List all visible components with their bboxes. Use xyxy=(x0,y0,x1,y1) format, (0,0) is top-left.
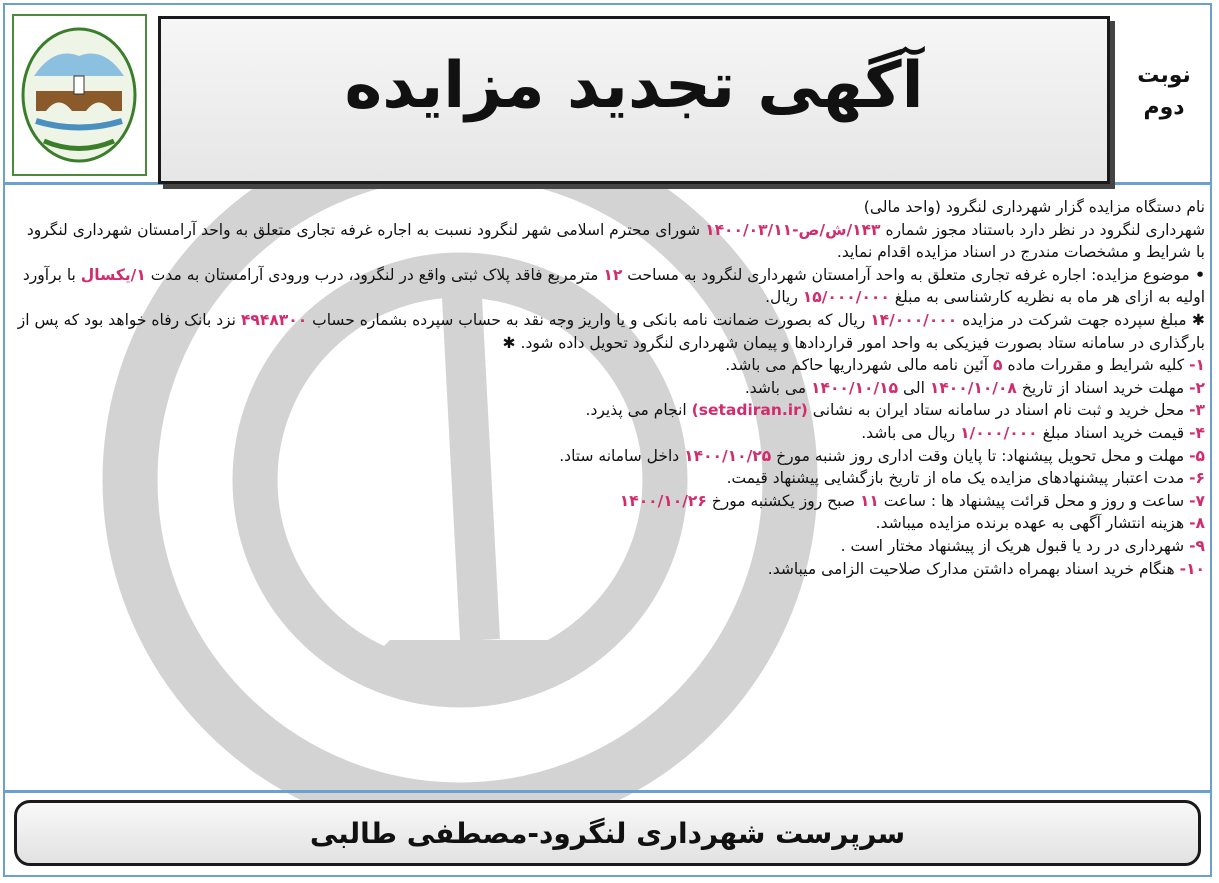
deposit-paragraph: ✱ مبلغ سپرده جهت شرکت در مزایده ۱۴/۰۰۰/۰۰۰ ریال که بصورت ضمانت نامه بانکی و یا واریز وجه نقد به حساب سپرده بشماره حساب ۴۹۴۸۳۰۰ نزد بانک رفاه خواهد بود که پس از بارگذاری در سامانه ستاد بصورت فیزیکی به واحد امور قراردادها و پیمان شهرداری لنگرود تحویل داده شود. ✱ xyxy=(17,310,1205,352)
item-number: ۳- xyxy=(1189,401,1205,420)
item-number: ۲- xyxy=(1189,378,1205,397)
list-item xyxy=(15,445,1205,468)
item-text: مهلت و محل تحویل پیشنهاد: تا پایان وقت اداری روز شنبه مورخ xyxy=(776,446,1185,465)
deadline-date: ۱۴۰۰/۱۰/۲۵ xyxy=(684,446,772,465)
page-title: آگهی تجدید مزایده xyxy=(344,49,924,123)
organizer-line: نام دستگاه مزایده گزار شهرداری لنگرود (واحد مالی) xyxy=(863,198,1205,216)
area-value: ۱۲ xyxy=(603,265,623,284)
opening-hour: ۱۱ xyxy=(859,491,879,510)
item-number: ۷- xyxy=(1189,491,1205,510)
item-number: ۴- xyxy=(1189,423,1205,442)
item-text: ریال می باشد. xyxy=(861,423,956,442)
rial-unit: ریال. xyxy=(765,288,798,307)
signature: سرپرست شهرداری لنگرود-مصطفی طالبی xyxy=(309,817,906,850)
date-from: ۱۴۰۰/۱۰/۰۸ xyxy=(929,378,1017,397)
list-item xyxy=(15,422,1205,445)
subject-text-c: با برآورد اولیه به ازای هر ماه به نظریه کارشناسی به مبلغ xyxy=(22,265,1205,307)
list-item xyxy=(15,354,1205,377)
item-text: هزینه انتشار آگهی به عهده برنده مزایده میباشد. xyxy=(875,514,1185,533)
item-text: هنگام خرید اسناد بهمراه داشتن مدارک صلاحیت الزامی میباشد. xyxy=(767,559,1175,578)
intro-text-a: شهرداری لنگرود در نظر دارد باستناد مجوز شماره xyxy=(885,220,1205,239)
intro-paragraph xyxy=(15,219,1205,264)
footer-divider xyxy=(3,790,1212,793)
item-text: الی xyxy=(902,378,925,397)
item-text: شهرداری در رد یا قبول هریک از پیشنهاد مختار است . xyxy=(840,536,1185,555)
article-number: ۵ xyxy=(993,356,1003,375)
title-banner xyxy=(158,16,1110,184)
item-text: صبح روز یکشنبه مورخ xyxy=(711,491,855,510)
publication-round xyxy=(1120,60,1208,124)
round-line-1: نوبت xyxy=(1137,63,1191,88)
subject-text-b: مترمربع فاقد پلاک ثبتی واقع در لنگرود، درب ورودی آرامستان به مدت xyxy=(150,265,599,284)
list-item xyxy=(15,512,1205,535)
item-number: ۶- xyxy=(1189,469,1205,488)
opening-date: ۱۴۰۰/۱۰/۲۶ xyxy=(619,491,707,510)
intro-text-c: اسناد مزایده اقدام نماید. xyxy=(836,243,997,262)
item-text: آئین نامه مالی شهرداریها حاکم می باشد. xyxy=(725,356,989,375)
item-text: انجام می پذیرد. xyxy=(585,401,687,420)
document-price: ۱/۰۰۰/۰۰۰ xyxy=(960,423,1038,442)
municipality-logo xyxy=(12,14,147,176)
item-number: ۹- xyxy=(1189,536,1205,555)
item-number: ۸- xyxy=(1189,514,1205,533)
list-item xyxy=(15,399,1205,422)
round-line-2: دوم xyxy=(1143,95,1185,120)
subject-text-a: موضوع مزایده: اجاره غرفه تجاری متعلق به واحد آرامستان شهرداری لنگرود به مساحت xyxy=(627,265,1190,284)
monthly-amount: ۱۵/۰۰۰/۰۰۰ xyxy=(802,288,890,307)
item-text: مدت اعتبار پیشنهادهای مزایده یک ماه از تاریخ بازگشایی پیشنهاد قیمت. xyxy=(726,469,1185,488)
item-text: می باشد. xyxy=(744,378,807,397)
subject-paragraph: • موضوع مزایده: اجاره غرفه تجاری متعلق به واحد آرامستان شهرداری لنگرود به مساحت ۱۲ مترمربع فاقد پلاک ثبتی واقع در لنگرود، درب ورودی آرامستان به مدت ۱/یکسال با برآورد اولیه به ازای هر ماه به نظریه کارشناسی به مبلغ ۱۵/۰۰۰/۰۰۰ ریال. xyxy=(22,265,1205,307)
duration-value: ۱/یکسال xyxy=(80,265,146,284)
deposit-text-c: نزد بانک رفاه خواهد بود که پس از بارگذاری در سامانه ستاد بصورت فیزیکی به واحد امور قراردادها و پیمان شهرداری لنگرود تحویل داده شود. xyxy=(17,310,1205,352)
notice-body xyxy=(15,196,1205,580)
item-text: مهلت خرید اسناد از تاریخ xyxy=(1021,378,1185,397)
list-item xyxy=(15,467,1205,490)
item-number: ۱۰- xyxy=(1179,559,1205,578)
item-text: کلیه شرایط و مقررات ماده xyxy=(1007,356,1185,375)
account-number: ۴۹۴۸۳۰۰ xyxy=(240,310,308,329)
list-item xyxy=(15,377,1205,400)
permit-number: ۱۴۳/ش/ص-۱۴۰۰/۰۳/۱۱ xyxy=(705,220,881,239)
item-text: قیمت خرید اسناد مبلغ xyxy=(1042,423,1185,442)
deposit-text-a: مبلغ سپرده جهت شرکت در مزایده xyxy=(962,310,1187,329)
deposit-text-b: ریال که بصورت ضمانت نامه بانکی و یا واریز وجه نقد به حساب سپرده بشماره حساب xyxy=(312,310,866,329)
signature-box xyxy=(14,800,1201,866)
list-item xyxy=(15,558,1205,581)
item-text: محل خرید و ثبت نام اسناد در سامانه ستاد ایران به نشانی xyxy=(812,401,1185,420)
list-item xyxy=(15,535,1205,558)
intro-line xyxy=(15,196,1205,219)
item-text: ساعت و روز و محل قرائت پیشنهاد ها : ساعت xyxy=(883,491,1185,510)
intro-text-b: شورای محترم اسلامی شهر لنگرود نسبت به اجاره غرفه تجاری متعلق به واحد آرامستان شهرداری لنگرود با شرایط و مشخصات مندرج در xyxy=(26,220,1205,262)
list-item xyxy=(15,490,1205,513)
item-number: ۱- xyxy=(1189,356,1205,375)
bridge-emblem-icon xyxy=(14,16,145,174)
deposit-amount: ۱۴/۰۰۰/۰۰۰ xyxy=(870,310,958,329)
item-number: ۵- xyxy=(1189,446,1205,465)
item-text: داخل سامانه ستاد. xyxy=(559,446,680,465)
date-to: ۱۴۰۰/۱۰/۱۵ xyxy=(811,378,899,397)
website-link[interactable]: (setadiran.ir) xyxy=(691,401,808,420)
